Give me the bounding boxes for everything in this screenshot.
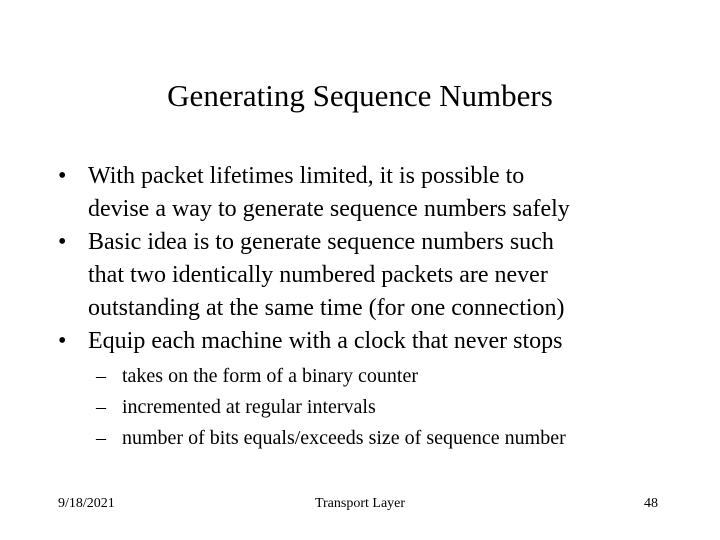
bullet-item bbox=[58, 160, 698, 226]
sub-bullet-text: incremented at regular intervals bbox=[122, 396, 376, 418]
bullet-item bbox=[58, 325, 698, 358]
slide-number: 48 bbox=[644, 496, 658, 511]
bullet-text: With packet lifetimes limited, it is possible to devise a way to generate sequence numbers safely bbox=[88, 163, 570, 222]
sub-bullet-marker: – bbox=[96, 427, 106, 449]
sub-bullet-marker: – bbox=[96, 365, 106, 387]
bullet-marker: • bbox=[58, 229, 67, 255]
sub-bullet-text: number of bits equals/exceeds size of sequence number bbox=[122, 427, 566, 449]
footer-title: Transport Layer bbox=[314, 496, 406, 511]
bullet-list bbox=[58, 160, 698, 358]
sub-bullet-text: takes on the form of a binary counter bbox=[122, 365, 419, 387]
footer-date: 9/18/2021 bbox=[58, 496, 115, 511]
slide-title: Generating Sequence Numbers bbox=[167, 78, 553, 113]
sub-bullet-list bbox=[96, 361, 696, 454]
bullet-item bbox=[58, 226, 698, 325]
sub-bullet-item bbox=[96, 361, 696, 392]
sub-bullet-marker: – bbox=[96, 396, 106, 418]
bullet-marker: • bbox=[58, 163, 67, 189]
sub-bullet-item bbox=[96, 423, 696, 454]
bullet-text: Basic idea is to generate sequence numbers such that two identically numbered packets are never outstanding at the same time (for one connection) bbox=[88, 229, 565, 321]
bullet-text: Equip each machine with a clock that never stops bbox=[88, 328, 563, 354]
bullet-marker: • bbox=[58, 328, 67, 354]
sub-bullet-item bbox=[96, 392, 696, 423]
